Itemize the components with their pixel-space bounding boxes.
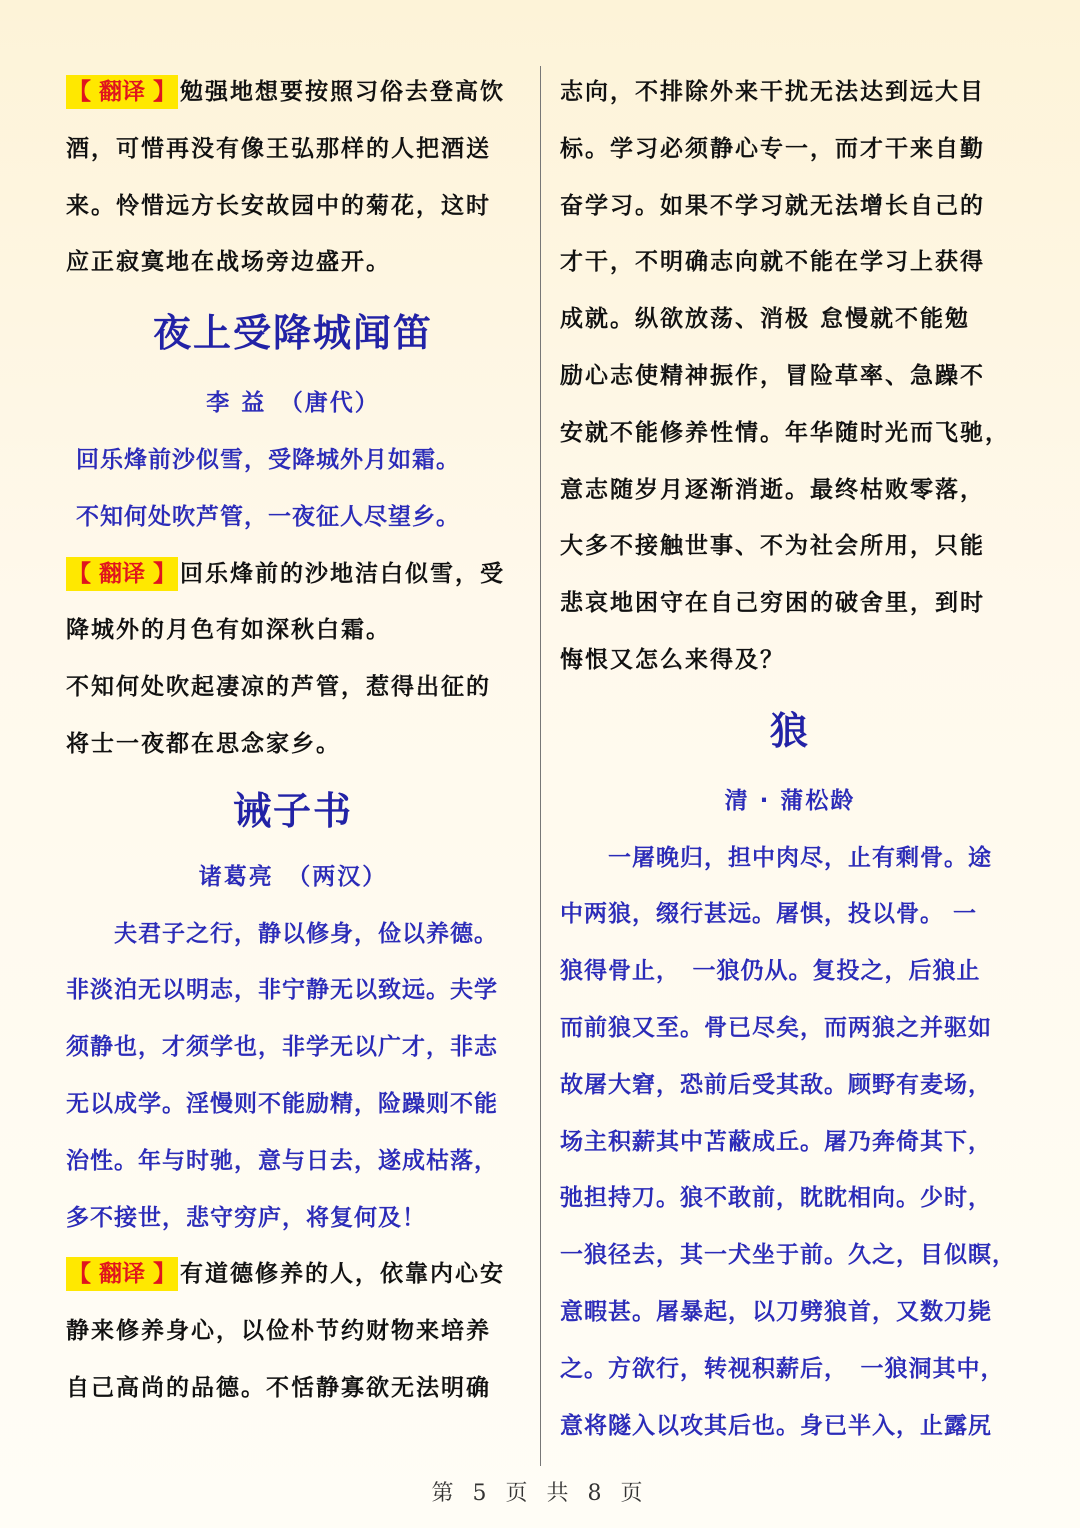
wolf-text-line: 而前狼又至。骨已尽矣，而两狼之并驱如 [560,1014,992,1041]
translation-tag: 【 翻译 】 [66,557,178,591]
wolf-text-line: 故屠大窘，恐前后受其敌。顾野有麦场， [560,1071,992,1098]
wolf-title: 狼 [769,708,810,753]
page-number: 第 5 页 共 8 页 [431,1481,649,1506]
translation-tag: 【 翻译 】 [66,75,178,109]
translation-tag: 【 翻译 】 [66,1257,178,1291]
translation-line: 悔恨又怎么来得及？ [560,646,785,673]
translation-line: 才干，不明确志向就不能在学习上获得 [560,249,985,276]
translation-line: 应正寂寞地在战场旁边盛开。 [66,249,391,276]
poem-author: 李 益 （唐代） [206,390,380,417]
translation-line: 【 翻译 】 回乐烽前的沙地洁白似雪，受 [66,546,520,603]
translation-line: 自己高尚的品德。不恬静寡欲无法明确 [66,1374,491,1401]
wolf-text-line: 场主积薪其中苫蔽成丘。屠乃奔倚其下， [560,1128,992,1155]
translation-line: 意志随岁月逐渐消逝。最终枯败零落， [560,476,985,503]
translation-line: 励心志使精神振作，冒险草率、急躁不 [560,362,985,389]
translation-line: 静来修养身心，以俭朴节约财物来培养 [66,1318,491,1345]
wolf-text-line: 意将隧入以攻其后也。身已半入，止露尻 [560,1412,992,1439]
translation-line: 酒，可惜再没有像王弘那样的人把酒送 [66,135,491,162]
translation-line: 标。学习必须静心专一，而才干来自勤 [560,135,985,162]
right-column [560,64,1020,1454]
essay-text-line: 非淡泊无以明志，非宁静无以致远。夫学 [66,977,498,1004]
translation-line: 不知何处吹起凄凉的芦管，惹得出征的 [66,674,491,701]
essay-text-line: 治性。年与时驰，意与日去，遂成枯落， [66,1147,498,1174]
column-divider [540,66,541,1466]
translation-line: 大多不接触世事、不为社会所用，只能 [560,533,985,560]
translation-line: 【 翻译 】 有道德修养的人，依靠内心安 [66,1246,520,1303]
translation-line: 降城外的月色有如深秋白霜。 [66,617,391,644]
wolf-author: 清 · 蒲松龄 [724,787,856,814]
translation-line: 成就。纵欲放荡、消极 怠慢就不能勉 [560,306,971,333]
translation-line: 将士一夜都在思念家乡。 [66,730,341,757]
translation-line: 安就不能修养性情。年华随时光而飞驰， [560,419,1010,446]
poem-verse: 不知何处吹芦管，一夜征人尽望乡。 [76,503,460,530]
poem-title: 夜上受降城闻笛 [152,311,433,356]
essay-text-line: 多不接世，悲守穷庐，将复何及！ [66,1204,426,1231]
essay-title: 诫子书 [232,788,353,833]
wolf-text-line: 中两狼，缀行甚远。屠惧，投以骨。 一 [560,901,978,928]
wolf-text-line: 狼得骨止， 一狼仍从。复投之，后狼止 [560,958,981,985]
wolf-text-line: 一狼径去，其一犬坐于前。久之，目似瞑， [560,1242,1016,1269]
left-column [66,64,520,1417]
translation-line: 志向，不排除外来干扰无法达到远大目 [560,79,985,105]
translation-line: 悲哀地困守在自己穷困的破舍里，到时 [560,590,985,617]
wolf-text-line: 意暇甚。屠暴起，以刀劈狼首，又数刀毙 [560,1298,992,1325]
translation-line: 来。怜惜远方长安故园中的菊花，这时 [66,192,491,219]
wolf-text-line: 之。方欲行，转视积薪后， 一狼洞其中， [560,1355,1005,1382]
wolf-text-line: 弛担持刀。狼不敢前，眈眈相向。少时， [560,1185,992,1212]
essay-text-line: 无以成学。淫慢则不能励精，险躁则不能 [66,1090,498,1117]
poem-verse: 回乐烽前沙似雪，受降城外月如霜。 [76,446,460,473]
essay-author: 诸葛亮 （两汉） [198,863,388,890]
essay-text-line: 夫君子之行，静以修身，俭以养德。 [114,920,498,947]
translation-line: 奋学习。如果不学习就无法增长自己的 [560,192,985,219]
translation-line: 【 翻译 】 勉强地想要按照习俗去登高饮 [66,64,520,121]
essay-text-line: 须静也，才须学也，非学无以广才，非志 [66,1034,498,1061]
wolf-text-line: 一屠晚归，担中肉尽，止有剩骨。途 [608,844,992,871]
